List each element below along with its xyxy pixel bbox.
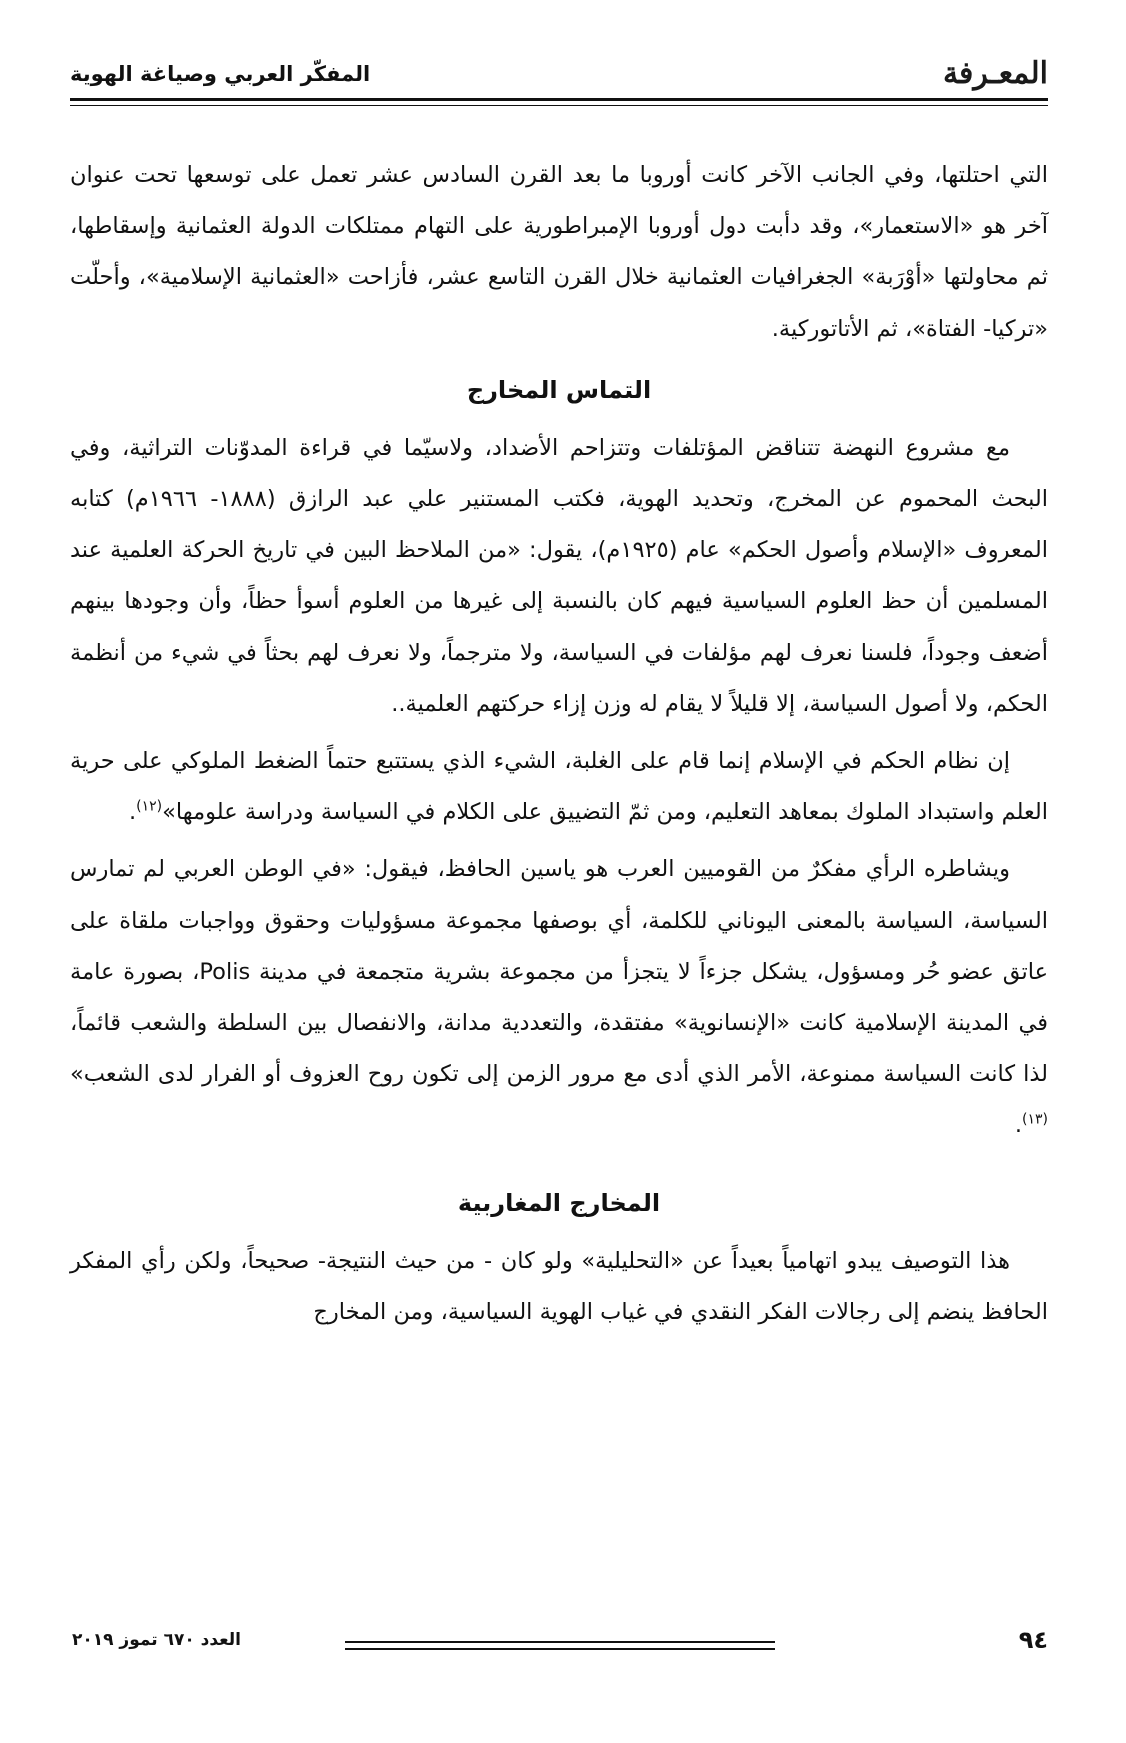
section-heading: المخارج المغاربية — [457, 1188, 661, 1217]
footer-rule — [345, 1648, 775, 1650]
page-header — [70, 52, 1048, 100]
footnote-ref: (١٢) — [136, 798, 163, 815]
paragraph-end: . — [1014, 1112, 1023, 1139]
paragraph — [70, 736, 1048, 838]
paragraph-text: ويشاطره الرأي مفكرٌ من القوميين العرب هو ياسين الحافظ، فيقول: «في الوطن العربي لم تمارس السياسة، السياسة بالمعنى اليوناني للكلمة، أي بوصفها مجموعة مسؤوليات وحقوق وواجبات ملقاة على عاتق عضو حُر ومسؤول، يشكل جزءاً لا يتجزأ من مجموعة بشرية متجمعة في مدينة Polis، بصورة عامة في المدينة الإسلامية كانت «الإنسانوية» مفتقدة، والتعددية مدانة، والانفصال بين السلطة والشعب قائماً، لذا كانت السياسة ممنوعة، الأمر الذي أدى مع مرور الزمن إلى تكون روح العزوف أو الفرار لدى الشعب» — [70, 856, 1049, 1088]
article-body — [70, 150, 1048, 1338]
header-rule-thin — [70, 105, 1048, 106]
footer-rule — [345, 1641, 775, 1643]
paragraph: التي احتلتها، وفي الجانب الآخر كانت أوروبا ما بعد القرن السادس عشر تعمل على توسعها تحت عنوان آخر هو «الاستعمار»، وقد دأبت دول أوروبا الإمبراطورية على التهام ممتلكات الدولة العثمانية وإسقاطها، ثم محاولتها «أوْرَبة» الجغرافيات العثمانية خلال القرن التاسع عشر، فأزاحت «العثمانية الإسلامية»، وأحلّت «تركيا- الفتاة»، ثم الأتاتوركية. — [70, 162, 1048, 342]
header-rule-thick — [70, 98, 1048, 101]
paragraph-end: . — [128, 799, 137, 826]
paragraph-text: إن نظام الحكم في الإسلام إنما قام على الغلبة، الشيء الذي يستتبع حتماً الضغط الملوكي على حرية العلم واستبداد الملوك بمعاهد التعليم، ومن ثمّ التضييق على الكلام في السياسة ودراسة علومها» — [70, 748, 1048, 826]
section-heading: التماس المخارج — [466, 375, 652, 404]
running-title: المفكّر العربي وصياغة الهوية — [70, 62, 371, 86]
footnote-ref: (١٣) — [1022, 1111, 1048, 1128]
journal-logo: المعـرفة — [942, 56, 1048, 91]
paragraph — [70, 844, 1048, 1151]
issue-info: العدد ٦٧٠ تموز ٢٠١٩ — [72, 1630, 241, 1650]
page-number: ٩٤ — [1018, 1626, 1048, 1654]
paragraph: مع مشروع النهضة تتناقض المؤتلفات وتتزاحم الأضداد، ولاسيّما في قراءة المدوّنات التراثية، وفي البحث المحموم عن المخرج، وتحديد الهوية، فكتب المستنير علي عبد الرازق (١٨٨٨- ١٩٦٦م) كتابه المعروف «الإسلام وأصول الحكم» عام (١٩٢٥م)، يقول: «من الملاحظ البين في تاريخ الحركة العلمية عند المسلمين أن حظ العلوم السياسية فيهم كان بالنسبة إلى غيرها من العلوم أسوأ حظاً، وأن وجودها بينهم أضعف وجوداً، فلسنا نعرف لهم مؤلفات في السياسة، ولا مترجماً، ولا نعرف لهم بحثاً في شيء من أنظمة الحكم، ولا أصول السياسة، إلا قليلاً لا يقام له وزن إزاء حركتهم العلمية.. — [70, 434, 1049, 717]
paragraph: هذا التوصيف يبدو اتهامياً بعيداً عن «التحليلية» ولو كان - من حيث النتيجة- صحيحاً، ولكن رأي المفكر الحافظ ينضم إلى رجالات الفكر النقدي في غياب الهوية السياسية، ومن المخارج — [70, 1247, 1048, 1325]
